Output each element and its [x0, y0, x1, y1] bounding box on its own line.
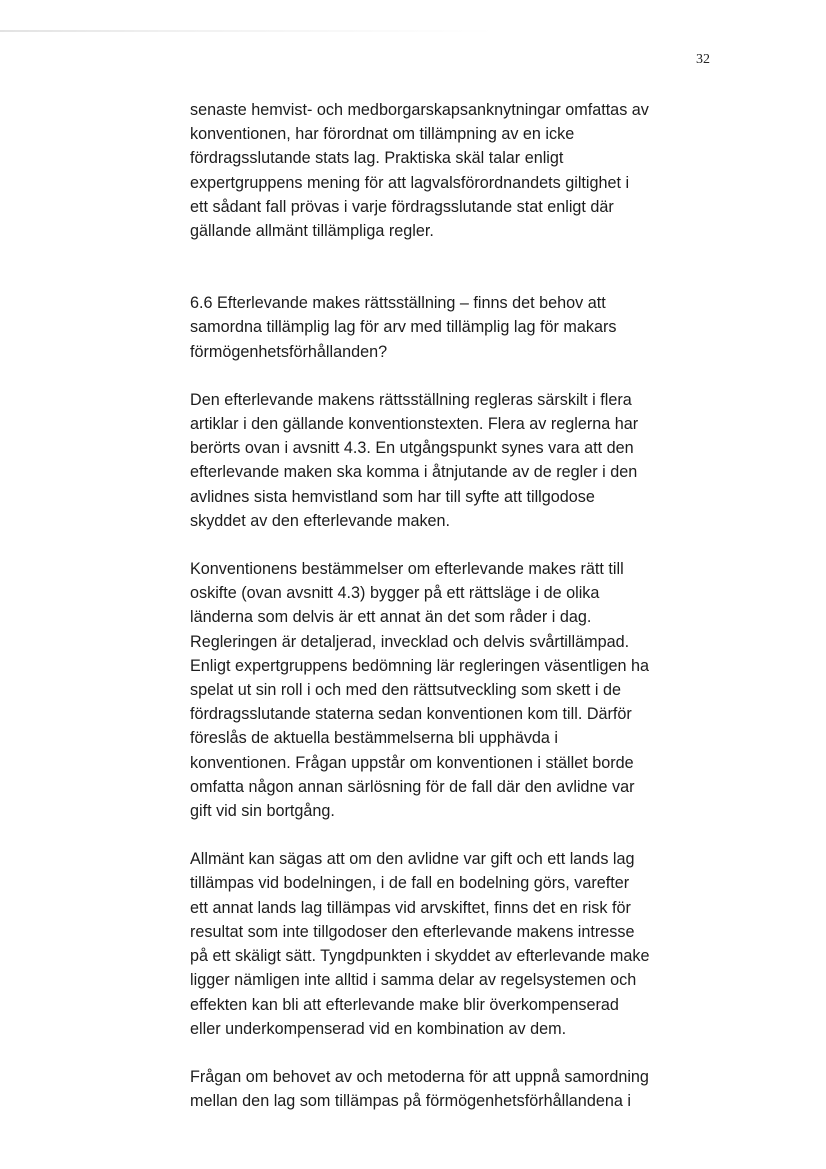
paragraph-oskifte-provisions [190, 557, 705, 823]
text-line: Regleringen är detaljerad, invecklad och delvis svårtillämpad. [190, 632, 630, 651]
text-line: skyddet av den efterlevande maken. [190, 511, 451, 530]
text-line: effekten kan bli att efterlevande make blir överkompenserad [190, 995, 619, 1014]
section-heading-6-6 [190, 291, 705, 364]
text-line: länderna som delvis är ett annat än det som råder i dag. [190, 608, 592, 627]
text-line: mellan den lag som tillämpas på förmögenhetsförhållandena i [190, 1092, 631, 1111]
text-line: Den efterlevande makens rättsställning regleras särskilt i flera [190, 390, 632, 409]
scan-artifact-line [0, 30, 826, 32]
text-line: Frågan om behovet av och metoderna för att uppnå samordning [190, 1067, 649, 1086]
text-line: efterlevande maken ska komma i åtnjutande av de regler i den [190, 463, 638, 482]
text-line: fördragsslutande stats lag. Praktiska skäl talar enligt [190, 149, 564, 168]
text-line: resultat som inte tillgodoser den efterlevande makens intresse [190, 922, 635, 941]
page-body [190, 98, 705, 1113]
text-line: artiklar i den gällande konventionstexten. Flera av reglerna har [190, 415, 639, 434]
text-line: Allmänt kan sägas att om den avlidne var gift och ett lands lag [190, 850, 635, 869]
text-line: eller underkompenserad vid en kombination av dem. [190, 1019, 567, 1038]
text-line: konventionen, har förordnat om tillämpning av en icke [190, 125, 575, 144]
text-line: Konventionens bestämmelser om efterlevande makes rätt till [190, 560, 624, 579]
text-line: Enligt expertgruppens bedömning lär regleringen väsentligen ha [190, 656, 649, 675]
text-line: senaste hemvist- och medborgarskapsanknytningar omfattas av [190, 101, 649, 119]
paragraph-surviving-spouse-position [190, 388, 705, 533]
text-line: fördragsslutande staterna sedan konventionen kom till. Därför [190, 705, 632, 724]
heading-line: förmögenhetsförhållanden? [190, 342, 388, 361]
text-line: berörts ovan i avsnitt 4.3. En utgångspunkt synes vara att den [190, 439, 634, 458]
paragraph-continuation [190, 98, 705, 243]
page-number: 32 [696, 52, 710, 67]
text-line: expertgruppens mening för att lagvalsförordnandets giltighet i [190, 173, 630, 192]
text-line: ett annat lands lag tillämpas vid arvskiftet, finns det en risk för [190, 898, 631, 917]
text-line: oskifte (ovan avsnitt 4.3) bygger på ett rättsläge i de olika [190, 584, 600, 603]
text-line: konventionen. Frågan uppstår om konventionen i stället borde [190, 753, 634, 772]
text-line: gift vid sin bortgång. [190, 802, 335, 821]
text-line: ligger nämligen inte alltid i samma delar av regelsystemen och [190, 971, 637, 990]
text-line: ett sådant fall prövas i varje fördragsslutande stat enligt där [190, 197, 614, 216]
paragraph-coordination-methods [190, 1065, 705, 1113]
text-line: avlidnes sista hemvistland som har till syfte att tillgodose [190, 487, 595, 506]
text-line: spelat ut sin roll i och med den rättsutveckling som skett i de [190, 681, 621, 700]
text-line: tillämpas vid bodelningen, i de fall en bodelning görs, varefter [190, 874, 630, 893]
heading-line: 6.6 Efterlevande makes rättsställning – finns det behov att [190, 294, 606, 313]
text-line: föreslås de aktuella bestämmelserna bli upphävda i [190, 729, 559, 748]
paragraph-coordination-risk [190, 847, 705, 1041]
text-line: omfatta någon annan särlösning för de fall där den avlidne var [190, 777, 635, 796]
heading-line: samordna tillämplig lag för arv med tillämplig lag för makars [190, 318, 617, 337]
text-line: på ett skäligt sätt. Tyngdpunkten i skyddet av efterlevande make [190, 947, 650, 966]
text-line: gällande allmänt tillämpliga regler. [190, 222, 434, 241]
